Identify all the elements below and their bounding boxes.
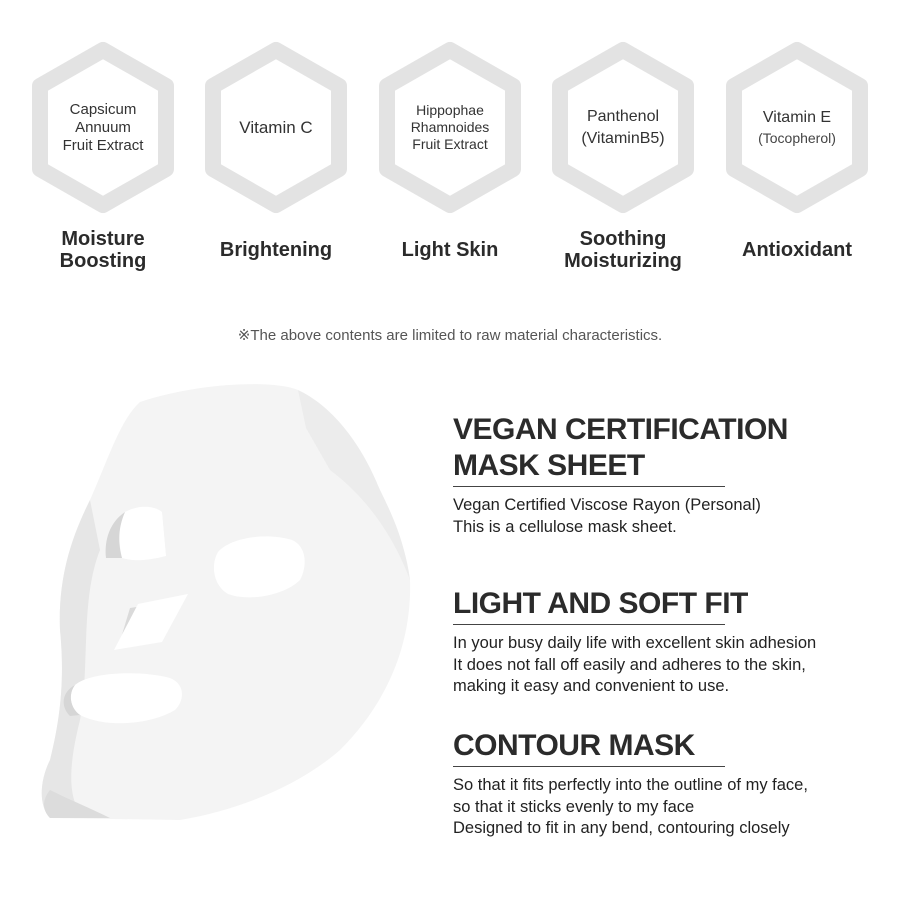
hexagon-badge: [375, 40, 525, 215]
ingredient-capsicum: [28, 40, 178, 280]
ingredient-line: (Tocopherol): [758, 129, 836, 146]
benefit-line: Antioxidant: [742, 239, 852, 261]
description-line: So that it fits perfectly into the outline of my face,: [453, 776, 808, 794]
ingredient-line: Panthenol: [586, 107, 660, 125]
benefit-label: [712, 225, 882, 275]
feature-description: [453, 495, 873, 538]
benefit-line: Boosting: [59, 250, 147, 272]
benefit-label: [538, 225, 708, 275]
ingredient-vitamin-e: [722, 40, 872, 280]
ingredient-row: [0, 0, 900, 300]
feature-vegan-certification: [453, 412, 873, 538]
ingredient-line: Fruit Extract: [62, 136, 144, 154]
feature-title-line: LIGHT AND SOFT FIT: [453, 587, 748, 620]
title-underline: [453, 486, 725, 487]
description-line: It does not fall off easily and adheres to the skin,: [453, 655, 806, 674]
benefit-line: Soothing: [579, 228, 667, 250]
hexagon-badge: [722, 40, 872, 215]
title-underline: [453, 766, 725, 767]
ingredient-name: [568, 85, 678, 170]
feature-contour-mask: [453, 728, 873, 840]
ingredient-name: [742, 85, 852, 170]
feature-title: [453, 586, 873, 622]
feature-title-line: CONTOUR MASK: [453, 729, 695, 762]
benefit-line: Moisturizing: [564, 250, 682, 272]
description-line: so that it sticks evenly to my face: [453, 797, 695, 816]
benefit-label: [191, 225, 361, 275]
benefit-label: [18, 225, 188, 275]
hexagon-badge: [28, 40, 178, 215]
ingredient-line: Vitamin E: [762, 108, 832, 126]
ingredient-line: Fruit Extract: [412, 136, 488, 152]
description-line: This is a cellulose mask sheet.: [453, 517, 677, 536]
ingredient-line: Rhamnoides: [410, 119, 490, 135]
ingredient-name: [221, 85, 331, 170]
feature-description: [453, 775, 873, 840]
disclaimer-note: ※The above contents are limited to raw material characteristics.: [237, 327, 663, 344]
benefit-line: Brightening: [219, 239, 333, 261]
description-line: making it easy and convenient to use.: [453, 677, 730, 695]
description-line: In your busy daily life with excellent skin adhesion: [453, 634, 817, 652]
ingredient-hippophae: [375, 40, 525, 280]
hexagon-badge: [201, 40, 351, 215]
benefit-line: Moisture: [61, 228, 145, 250]
feature-title-line: VEGAN CERTIFICATION: [453, 413, 788, 446]
feature-title: [453, 728, 873, 764]
hexagon-badge: [548, 40, 698, 215]
mask-sheet-illustration: [30, 380, 420, 830]
description-line: Vegan Certified Viscose Rayon (Personal): [453, 496, 761, 514]
ingredient-line: Hippophae: [416, 102, 484, 118]
ingredient-panthenol: [548, 40, 698, 280]
benefit-line: Light Skin: [401, 239, 499, 261]
mask-sheet-image: [30, 380, 420, 830]
ingredient-vitamin-c: [201, 40, 351, 280]
ingredient-name: [48, 85, 158, 170]
feature-title: [453, 412, 873, 484]
ingredient-line: (VitaminB5): [581, 129, 665, 147]
ingredient-name: [395, 85, 505, 170]
ingredient-line: Capsicum: [69, 100, 137, 118]
description-line: Designed to fit in any bend, contouring closely: [453, 819, 790, 837]
feature-description: [453, 633, 873, 698]
benefit-label: [365, 225, 535, 275]
feature-light-soft-fit: [453, 586, 873, 698]
ingredient-line: Annuum: [75, 118, 131, 136]
feature-title-line: MASK SHEET: [453, 449, 645, 482]
ingredient-line: Vitamin C: [239, 117, 313, 137]
title-underline: [453, 624, 725, 625]
